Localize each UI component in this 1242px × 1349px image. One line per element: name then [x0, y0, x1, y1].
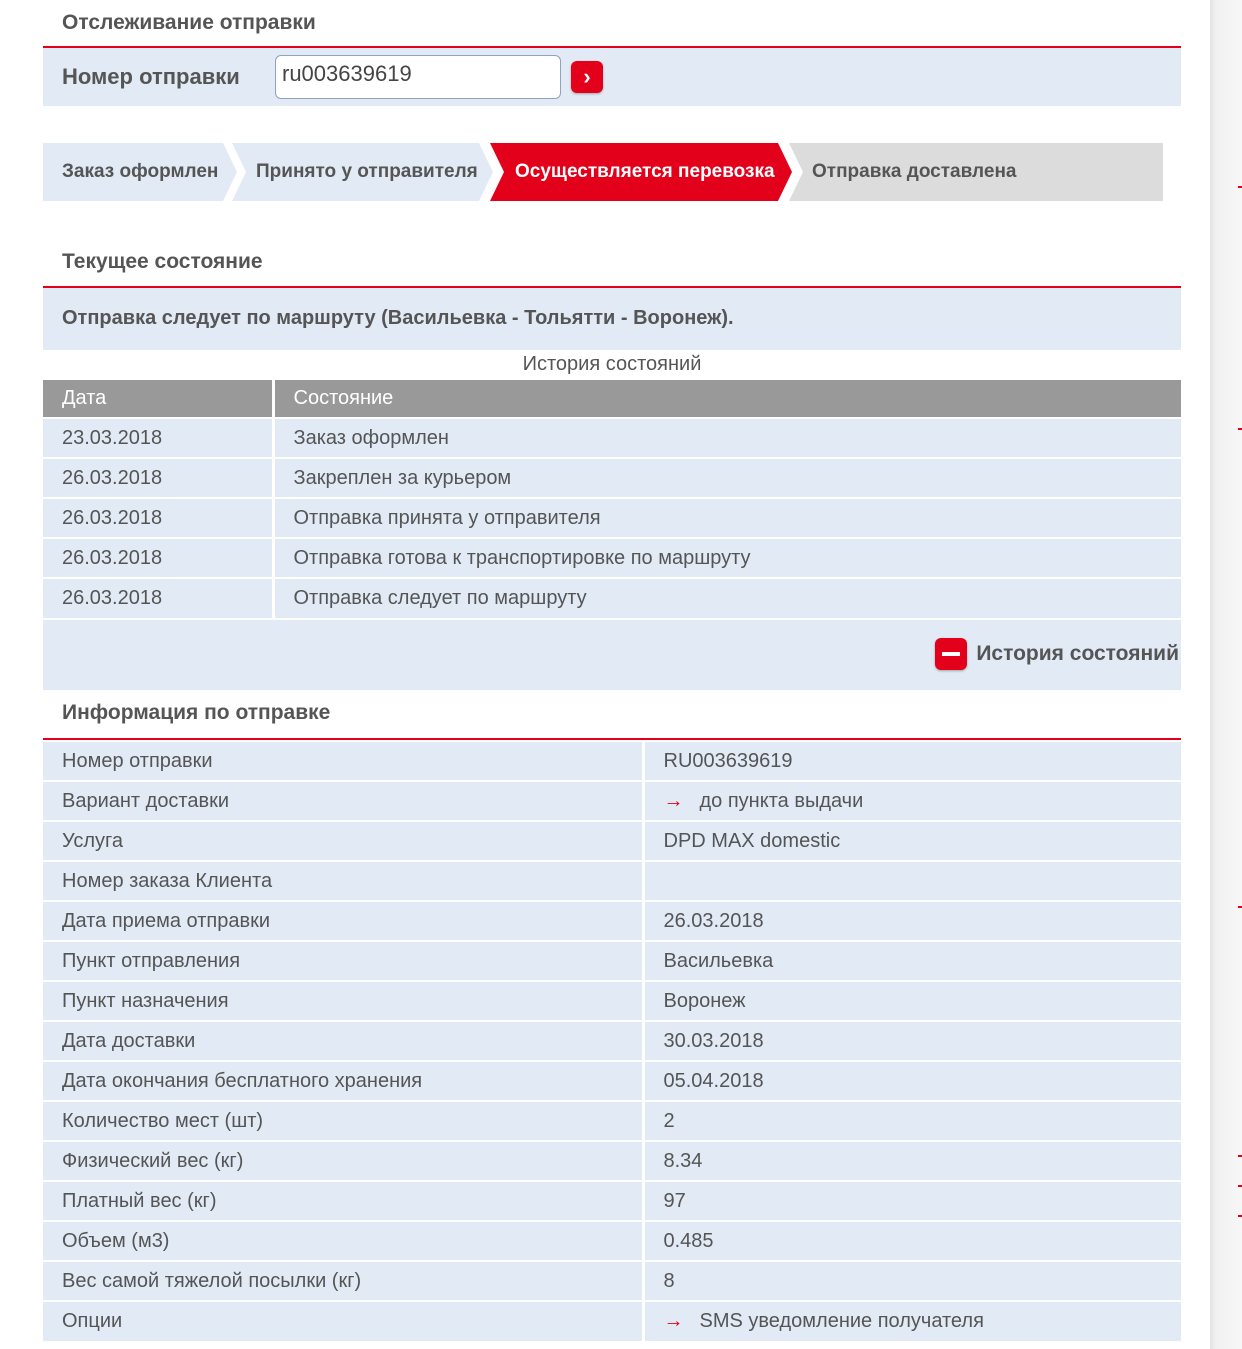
progress-steps: [43, 143, 1163, 201]
info-value: 26.03.2018: [643, 901, 1181, 941]
info-value: 8: [643, 1261, 1181, 1301]
info-label: Услуга: [43, 821, 643, 861]
table-row: [43, 498, 1181, 538]
table-row: [43, 538, 1181, 578]
info-value: RU003639619: [643, 741, 1181, 781]
step-delivered: Отправка доставлена: [812, 161, 1017, 182]
history-date: 26.03.2018: [43, 538, 273, 578]
table-row: [43, 578, 1181, 618]
chevron-right-icon: ›: [583, 64, 591, 89]
table-row: [43, 1301, 1181, 1341]
right-sidebar-edge: [1210, 0, 1242, 1349]
history-status: Отправка готова к транспортировке по маршруту: [273, 538, 1181, 578]
info-value: Воронеж: [643, 981, 1181, 1021]
tracking-search-row: [43, 48, 1181, 106]
history-status: Отправка следует по маршруту: [273, 578, 1181, 618]
info-value: 97: [643, 1181, 1181, 1221]
table-row: [43, 981, 1181, 1021]
table-row: [43, 1101, 1181, 1141]
tracking-panel: [43, 0, 1181, 1341]
search-submit-button[interactable]: [571, 61, 603, 93]
table-row: [43, 901, 1181, 941]
shipment-info-title: Информация по отправке: [43, 690, 1181, 740]
info-value: → до пункта выдачи: [643, 781, 1181, 821]
info-label: Физический вес (кг): [43, 1141, 643, 1181]
info-label: Вес самой тяжелой посылки (кг): [43, 1261, 643, 1301]
tracking-title: Отслеживание отправки: [43, 0, 1181, 48]
info-label: Количество мест (шт): [43, 1101, 643, 1141]
info-label: Номер отправки: [43, 741, 643, 781]
history-toggle-label: История состояний: [976, 642, 1179, 665]
step-accepted-from-sender: Принято у отправителя: [256, 161, 478, 182]
history-caption: История состояний: [522, 353, 702, 375]
info-value: 0.485: [643, 1221, 1181, 1261]
step-order-placed: Заказ оформлен: [62, 161, 219, 182]
arrow-right-icon: →: [663, 789, 684, 812]
minus-icon: [935, 638, 967, 670]
table-row: [43, 741, 1181, 781]
info-label: Пункт отправления: [43, 941, 643, 981]
step-in-transit: Осуществляется перевозка: [515, 161, 775, 182]
info-label: Дата окончания бесплатного хранения: [43, 1061, 643, 1101]
info-label: Объем (м3): [43, 1221, 643, 1261]
arrow-right-icon: →: [663, 1310, 684, 1332]
info-label: Номер заказа Клиента: [43, 861, 643, 901]
table-row: [43, 861, 1181, 901]
info-label: Дата приема отправки: [43, 901, 643, 941]
info-label: Опции: [43, 1301, 643, 1341]
table-row: [43, 821, 1181, 861]
history-status: Заказ оформлен: [273, 418, 1181, 458]
table-row: [43, 1141, 1181, 1181]
info-label: Пункт назначения: [43, 981, 643, 1021]
history-date: 26.03.2018: [43, 458, 273, 498]
info-value: 2: [643, 1101, 1181, 1141]
history-header-row: [43, 380, 1181, 418]
history-toggle-row: [43, 618, 1181, 690]
info-value: 30.03.2018: [643, 1021, 1181, 1061]
info-value: DPD MAX domestic: [643, 821, 1181, 861]
history-table: [43, 380, 1181, 618]
tracking-number-label: Номер отправки: [62, 64, 240, 89]
history-header-date: Дата: [43, 380, 273, 418]
table-row: [43, 418, 1181, 458]
info-label: Вариант доставки: [43, 781, 643, 821]
table-row: [43, 1061, 1181, 1101]
history-toggle-button[interactable]: [935, 638, 1179, 670]
current-status-text: Отправка следует по маршруту (Васильевка - Тольятти - Воронеж).: [43, 288, 1181, 350]
history-date: 26.03.2018: [43, 498, 273, 538]
info-value: Васильевка: [643, 941, 1181, 981]
history-date: 26.03.2018: [43, 578, 273, 618]
info-value: [643, 861, 1181, 901]
table-row: [43, 781, 1181, 821]
table-row: [43, 458, 1181, 498]
history-status: Закреплен за курьером: [273, 458, 1181, 498]
history-date: 23.03.2018: [43, 418, 273, 458]
shipment-info-table: [43, 740, 1181, 1341]
info-label: Дата доставки: [43, 1021, 643, 1061]
info-label: Платный вес (кг): [43, 1181, 643, 1221]
table-row: [43, 1261, 1181, 1301]
table-row: [43, 1021, 1181, 1061]
history-status: Отправка принята у отправителя: [273, 498, 1181, 538]
tracking-number-input[interactable]: [275, 55, 561, 99]
history-header-status: Состояние: [273, 380, 1181, 418]
info-value: 05.04.2018: [643, 1061, 1181, 1101]
table-row: [43, 1181, 1181, 1221]
current-status-title: Текущее состояние: [43, 239, 1181, 288]
table-row: [43, 1221, 1181, 1261]
info-value: → SMS уведомление получателя: [643, 1301, 1181, 1341]
table-row: [43, 941, 1181, 981]
info-value: 8.34: [643, 1141, 1181, 1181]
